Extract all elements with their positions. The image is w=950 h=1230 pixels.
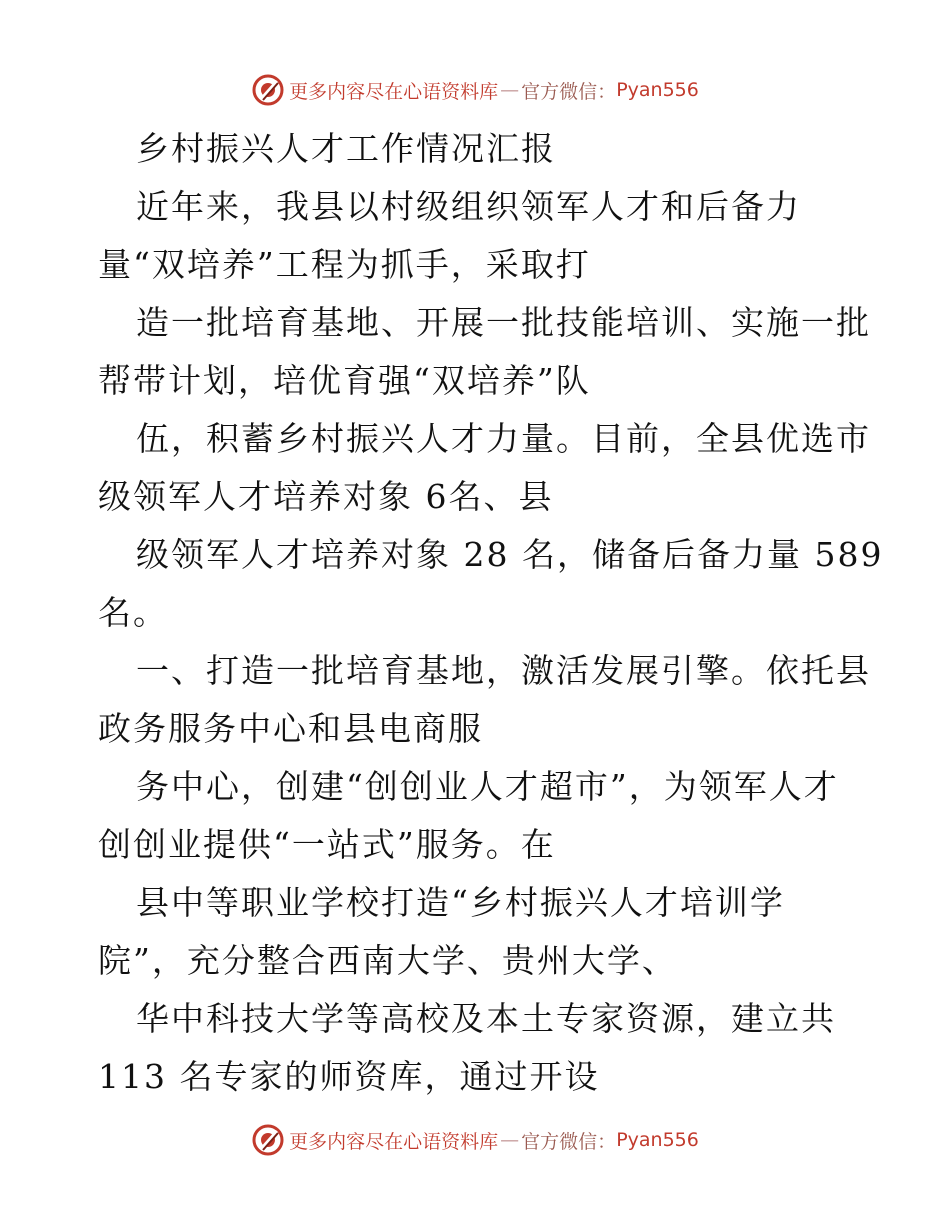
text-line: 近年来，我县以村级组织领军人才和后备力 — [136, 187, 801, 226]
banner-separator: — — [500, 1129, 520, 1151]
text-line: 量“双培养”工程为抓手，采取打 — [98, 245, 591, 284]
wechat-label: 官方微信： — [521, 80, 617, 103]
promo-text: 更多内容尽在心语资料库 — [289, 1130, 499, 1153]
text-line: 创创业提供“一站式”服务。在 — [98, 825, 556, 864]
wechat-id: Pyan556 — [616, 1129, 699, 1151]
text-line: 级领军人才培养对象 6名、县 — [98, 477, 554, 516]
text-line: 造一批培育基地、开展一批技能培训、实施一批 — [136, 303, 871, 342]
text-line: 院”，充分整合西南大学、贵州大学、 — [98, 941, 677, 980]
text-line: 伍，积蓄乡村振兴人才力量。目前，全县优选市 — [136, 419, 871, 458]
text-line: 县中等职业学校打造“乡村振兴人才培训学 — [136, 883, 785, 922]
wechat-label: 官方微信： — [521, 1130, 617, 1153]
document-body — [98, 120, 884, 1106]
document-title: 乡村振兴人才工作情况汇报 — [136, 129, 556, 168]
wechat-id: Pyan556 — [616, 79, 699, 101]
logo-icon — [251, 1123, 285, 1157]
text-line: 华中科技大学等高校及本土专家资源，建立共 — [136, 999, 836, 1038]
text-line: 帮带计划，培优育强“双培养”队 — [98, 361, 591, 400]
logo-icon — [251, 73, 285, 107]
promo-text: 更多内容尽在心语资料库 — [289, 80, 499, 103]
banner-separator: — — [500, 79, 520, 101]
section-heading-line: 一、打造一批培育基地，激活发展引擎。依托县 — [136, 651, 871, 690]
text-line: 政务服务中心和县电商服 — [98, 709, 483, 748]
text-line: 务中心，创建“创创业人才超市”，为领军人才 — [136, 767, 839, 806]
footer-banner — [0, 1120, 950, 1160]
header-banner — [0, 70, 950, 110]
text-line: 名。 — [98, 593, 168, 632]
text-line: 113 名专家的师资库，通过开设 — [98, 1057, 600, 1096]
text-line: 级领军人才培养对象 28 名，储备后备力量 589 — [136, 535, 884, 574]
